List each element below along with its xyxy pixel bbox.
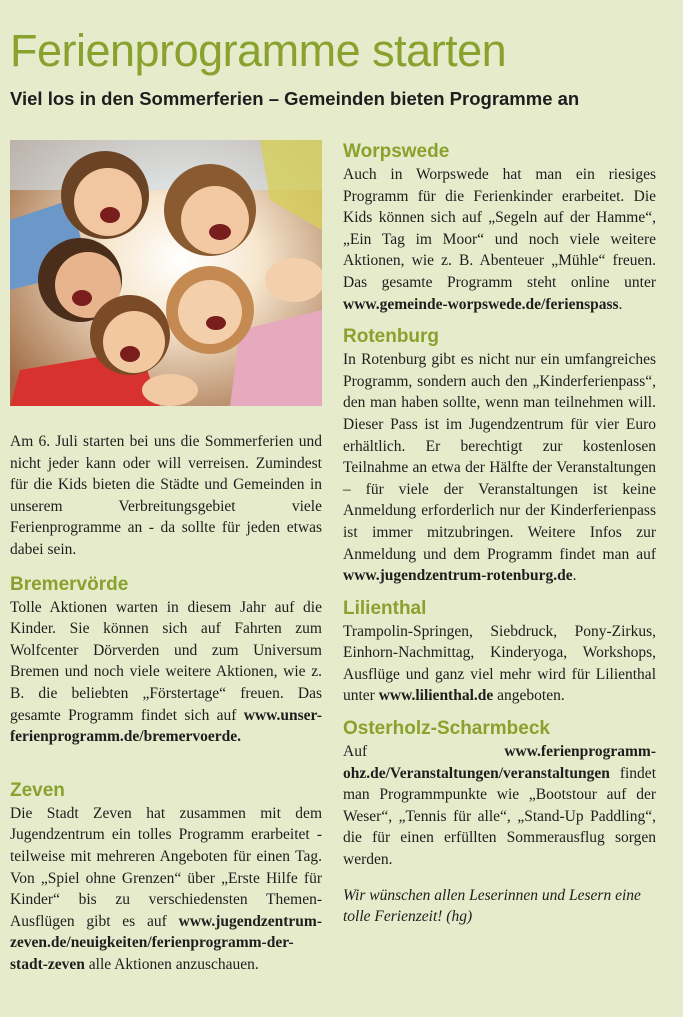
- section-title-lilienthal: Lilienthal: [343, 597, 427, 619]
- rotenburg-text-after: .: [572, 567, 577, 585]
- zeven-text: Die Stadt Zeven hat zusammen mit dem Jugendzentrum ein tolles Programm erarbeitet - teilweise mit mehreren Angeboten für einen Tag. Von „Spiel ohne Grenzen“ über „Erste Hilfe für Kinder“ bis zu verschiedensten Themen-Ausflügen gibt es auf: [10, 804, 322, 930]
- zeven-text-after: alle Aktionen anzuschauen.: [84, 955, 259, 973]
- section-title-bremervoerde: Bremervörde: [10, 573, 129, 595]
- bremervoerde-text: Tolle Aktionen warten in diesem Jahr auf die Kinder. Sie können sich auf Fahrten zum Wolfcenter Dörverden und zum Universum Bremen und noch viele weitere Aktionen, wie z. B. die beliebten „Förstertage“ freuen. Das gesamte Programm findet sich auf: [10, 598, 322, 724]
- rotenburg-text: In Rotenburg gibt es nicht nur ein umfangreiches Programm, sondern auch den „Kinderferienpass“, den man haben sollte, wenn man teilnehmen will. Dieser Pass ist im Jugendzentrum für vier Euro erhältlich. Er berechtigt zur kostenlosen Teilnahme an etwa der Hälfte der Veranstaltungen – für viele der Veranstaltungen ist keine Anmeldung erforderlich nur der Kinderferienpass ist immer mitzubringen. Weitere Infos zur Anmeldung und dem Programm findet man auf: [343, 351, 656, 563]
- section-text-osterholz: [343, 741, 656, 871]
- worpswede-text-after: .: [618, 295, 623, 313]
- rotenburg-link[interactable]: www.jugendzentrum-rotenburg.de: [343, 567, 573, 585]
- section-text-zeven: [10, 803, 322, 976]
- osterholz-link[interactable]: www.ferienprogramm-ohz.de/Veranstaltungen/veranstaltungen: [343, 743, 656, 782]
- section-title-worpswede: Worpswede: [343, 141, 450, 162]
- children-photo-illustration: [10, 140, 322, 406]
- zeven-link[interactable]: www.jugendzentrum-zeven.de/neuigkeiten/ferienprogramm-der-stadt-zeven: [10, 912, 322, 973]
- bremervoerde-link[interactable]: www.unser-ferienprogramm.de/bremervoerde.: [10, 706, 322, 746]
- section-title-rotenburg: Rotenburg: [343, 326, 440, 348]
- lilienthal-text-after: angeboten.: [493, 687, 565, 705]
- children-photo: [10, 140, 322, 406]
- left-column: [10, 140, 322, 975]
- lilienthal-text: Trampolin-Springen, Siebdruck, Pony-Zirkus, Einhorn-Nachmittag, Kinderyoga, Workshops, Ausflüge und ganz viel mehr wird für Lilienthal unter: [343, 622, 656, 705]
- osterholz-text: findet man Programmpunkte wie „Bootstour auf der Weser“, „Tennis für alle“, „Stand-Up Paddling“, die für einen erfüllten Sommerausflug sorgen werden.: [343, 764, 656, 869]
- section-text-rotenburg: [343, 349, 656, 587]
- worpswede-link[interactable]: www.gemeinde-worpswede.de/ferienspass: [343, 295, 619, 313]
- section-text-worpswede: [343, 164, 656, 315]
- section-title-osterholz: Osterholz-Scharmbeck: [343, 718, 550, 740]
- lilienthal-link[interactable]: www.lilienthal.de: [378, 687, 494, 705]
- subheadline: Viel los in den Sommerferien – Gemeinden bieten Programme an: [10, 88, 580, 109]
- osterholz-text-before: Auf: [343, 743, 505, 761]
- section-title-zeven: Zeven: [10, 779, 65, 801]
- intro-paragraph: Am 6. Juli starten bei uns die Sommerferien und nicht jeder kann oder will verreisen. Zumindest für die Kids bieten die Städte und Gemeinden in unserem Verbreitungsgebiet viele Ferienprogramme an - da sollte für jeden etwas dabei sein.: [10, 433, 322, 558]
- headline: Ferienprogramme starten: [10, 25, 507, 76]
- right-column: [343, 140, 656, 928]
- closing-note: Wir wünschen allen Leserinnen und Lesern eine tolle Ferienzeit! (hg): [343, 886, 641, 926]
- section-text-bremervoerde: [10, 597, 322, 748]
- worpswede-text: Auch in Worpswede hat man ein riesiges Programm für die Ferienkinder erarbeitet. Die Kids können sich auf „Segeln auf der Hamme“, „Ein Tag im Moor“ und noch viele weitere Aktionen, wie z. B. Abenteuer „Mühle“ freuen. Das gesamte Programm steht online unter: [343, 166, 656, 291]
- section-text-lilienthal: [343, 621, 656, 707]
